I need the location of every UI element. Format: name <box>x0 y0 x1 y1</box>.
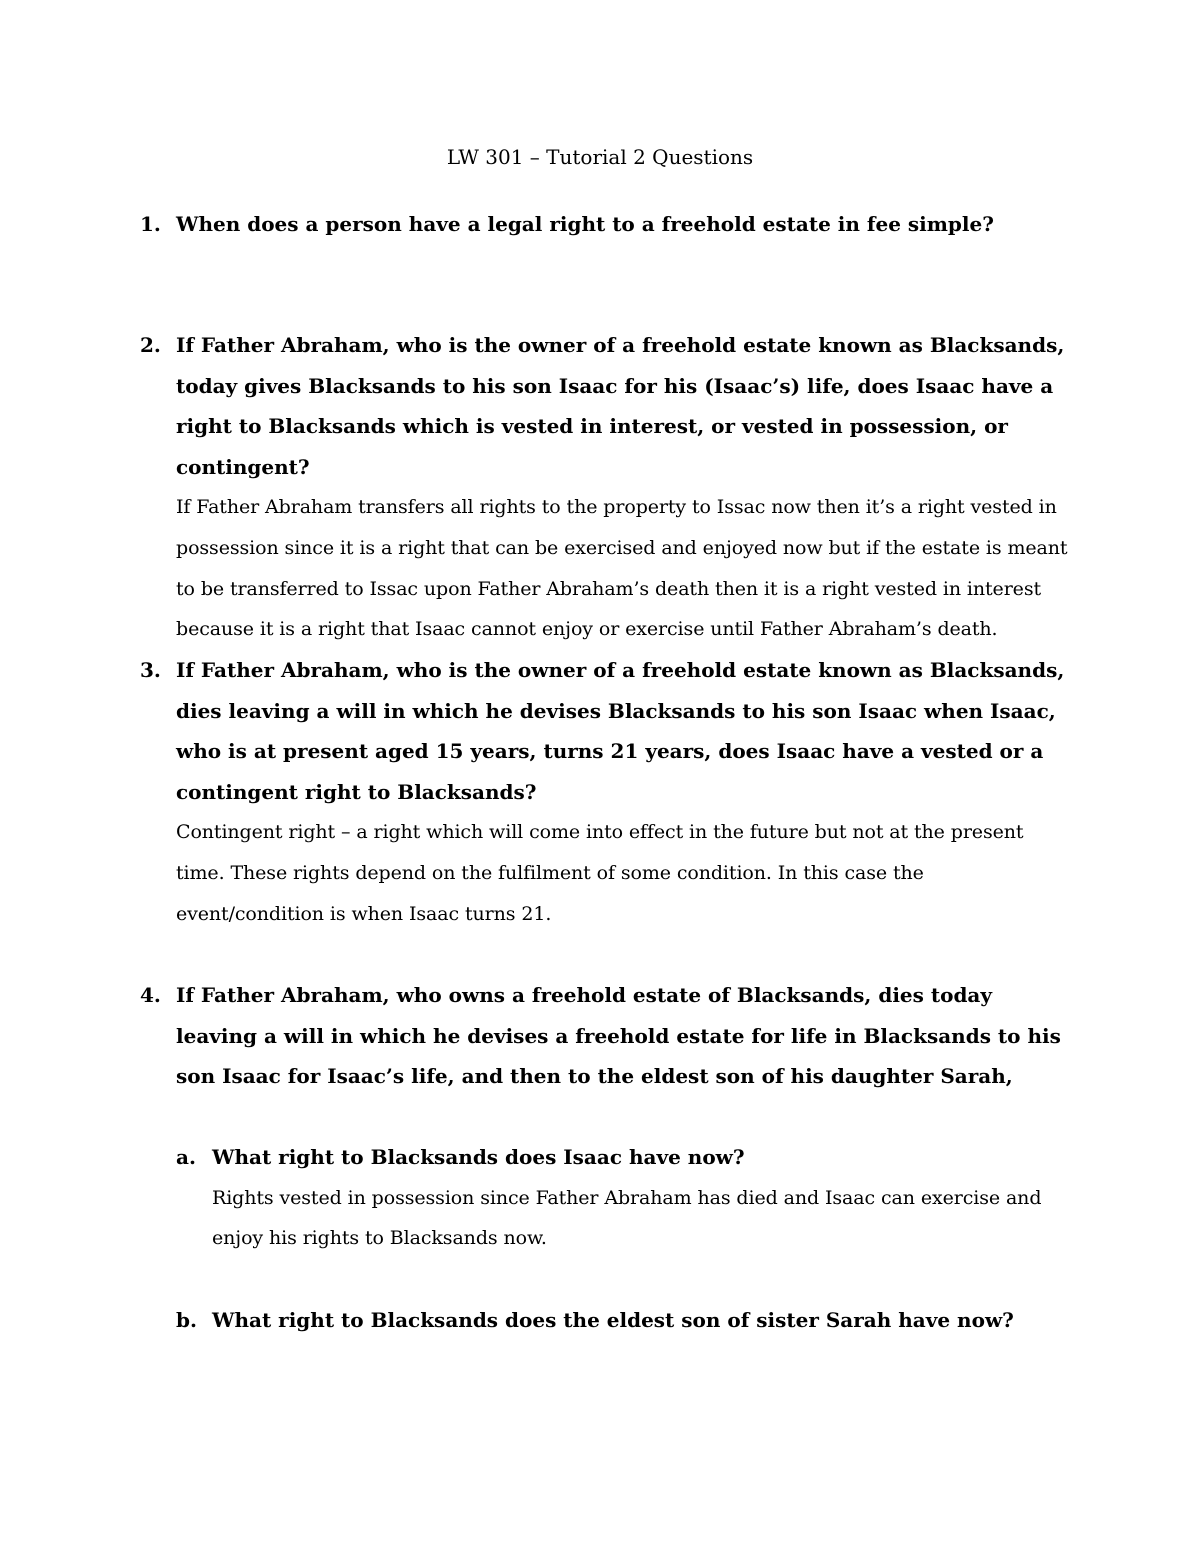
question-item <box>140 975 1070 1097</box>
question-number: 2. <box>140 333 161 357</box>
answer-text: If Father Abraham transfers all rights to the property to Issac now then it’s a right vested in possession since it is a right that can be exercised and enjoyed now but if the estate is meant to be transferred to Issac upon Father Abraham’s death then it is a right vested in interest because it is a right that Isaac cannot enjoy or exercise until Father Abraham’s death. <box>176 496 1068 641</box>
question-number: 4. <box>140 983 161 1007</box>
question-item <box>140 650 1070 934</box>
question-item <box>140 325 1070 650</box>
question-number: 3. <box>140 658 161 682</box>
question-text: If Father Abraham, who owns a freehold estate of Blacksands, dies today leaving a will in which he devises a freehold estate for life in Blacksands to his son Isaac for Isaac’s life, and then to the eldest son of his daughter Sarah, <box>176 983 1061 1089</box>
sub-question-item <box>176 1300 1076 1341</box>
sub-question-item <box>176 1137 1076 1259</box>
sub-question-letter: a. <box>176 1145 196 1169</box>
sub-question-letter: b. <box>176 1308 197 1332</box>
sub-question-text: What right to Blacksands does Isaac have now? <box>212 1145 745 1169</box>
question-text: When does a person have a legal right to a freehold estate in fee simple? <box>176 212 994 236</box>
question-text: If Father Abraham, who is the owner of a freehold estate known as Blacksands, today gives Blacksands to his son Isaac for his (Isaac’s) life, does Isaac have a right to Blacksands which is vested in interest, or vested in possession, or contingent? <box>176 333 1065 479</box>
answer-text: Rights vested in possession since Father Abraham has died and Isaac can exercise and enjoy his rights to Blacksands now. <box>212 1186 1042 1250</box>
page-title: LW 301 – Tutorial 2 Questions <box>446 145 754 169</box>
question-number: 1. <box>140 212 161 236</box>
question-text: If Father Abraham, who is the owner of a freehold estate known as Blacksands, dies leaving a will in which he devises Blacksands to his son Isaac when Isaac, who is at present aged 15 years, turns 21 years, does Isaac have a vested or a contingent right to Blacksands? <box>176 658 1065 804</box>
question-item <box>140 204 1070 245</box>
sub-question-text: What right to Blacksands does the eldest son of sister Sarah have now? <box>212 1308 1014 1332</box>
answer-text: Contingent right – a right which will come into effect in the future but not at the present time. These rights depend on the fulfilment of some condition. In this case the event/condition is when Isaac turns 21. <box>176 821 1024 925</box>
